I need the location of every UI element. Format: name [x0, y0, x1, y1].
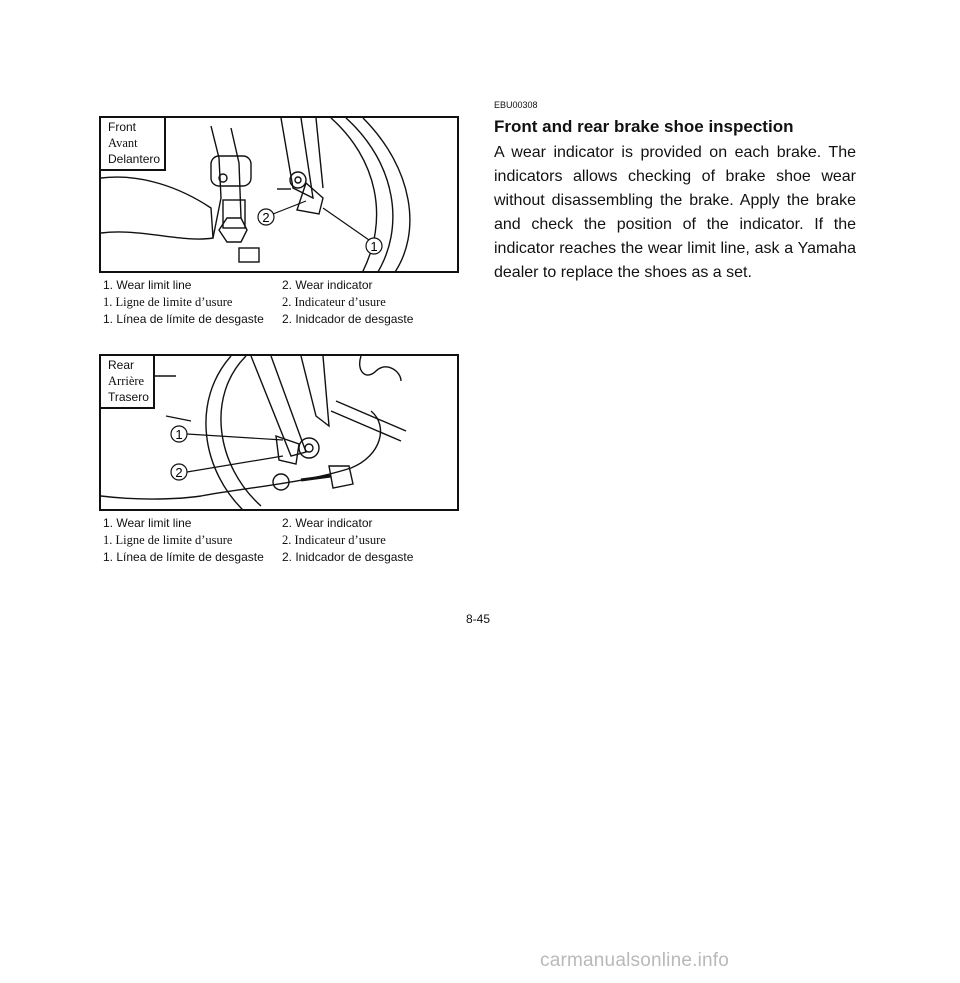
section-body: A wear indicator is provided on each brake. The indicators allows checking of brake shoe wear without disassembling the brake. Apply the brake and check the position of the indicator. If the indicator reaches the wear limit line, ask a Yamaha dealer to replace the shoes as a set. — [494, 144, 856, 281]
tag-english: Front — [108, 120, 137, 134]
caption-row-fr — [103, 294, 463, 311]
caption-row-es — [103, 311, 463, 328]
section-heading: Front and rear brake shoe inspection — [494, 117, 794, 136]
caption-item-1: 1. Wear limit line — [103, 516, 192, 530]
front-callout-2: 2 — [262, 210, 270, 225]
tag-french: Arrière — [108, 374, 145, 388]
front-view-tag — [99, 116, 166, 171]
front-caption — [103, 277, 463, 328]
caption-row-en — [103, 515, 463, 532]
caption-item-1: 1. Línea de límite de desgaste — [103, 312, 264, 326]
tag-english: Rear — [108, 358, 135, 372]
caption-item-2: 2. Indicateur d’usure — [282, 533, 386, 547]
caption-item-2: 2. Inidcador de desgaste — [282, 312, 414, 326]
caption-item-2: 2. Wear indicator — [282, 516, 373, 530]
watermark: carmanualsonline.info — [540, 950, 730, 971]
caption-item-1: 1. Ligne de limite d’usure — [103, 533, 233, 547]
page-number: 8-45 — [466, 612, 491, 626]
rear-callout-1: 1 — [175, 427, 183, 442]
caption-item-2: 2. Indicateur d’usure — [282, 295, 386, 309]
tag-french: Avant — [108, 136, 138, 150]
caption-item-1: 1. Wear limit line — [103, 278, 192, 292]
caption-item-2: 2. Inidcador de desgaste — [282, 550, 414, 564]
rear-caption — [103, 515, 463, 566]
tag-spanish: Delantero — [108, 152, 161, 166]
tag-spanish: Trasero — [108, 390, 149, 404]
rear-callout-2: 2 — [175, 465, 183, 480]
front-callout-1: 1 — [370, 239, 378, 254]
caption-row-fr — [103, 532, 463, 549]
caption-row-en — [103, 277, 463, 294]
caption-row-es — [103, 549, 463, 566]
caption-item-1: 1. Ligne de limite d’usure — [103, 295, 233, 309]
front-brake-figure — [99, 116, 459, 273]
caption-item-2: 2. Wear indicator — [282, 278, 373, 292]
rear-view-tag — [99, 354, 155, 409]
rear-brake-figure — [99, 354, 459, 511]
section-code: EBU00308 — [494, 100, 538, 110]
caption-item-1: 1. Línea de límite de desgaste — [103, 550, 264, 564]
